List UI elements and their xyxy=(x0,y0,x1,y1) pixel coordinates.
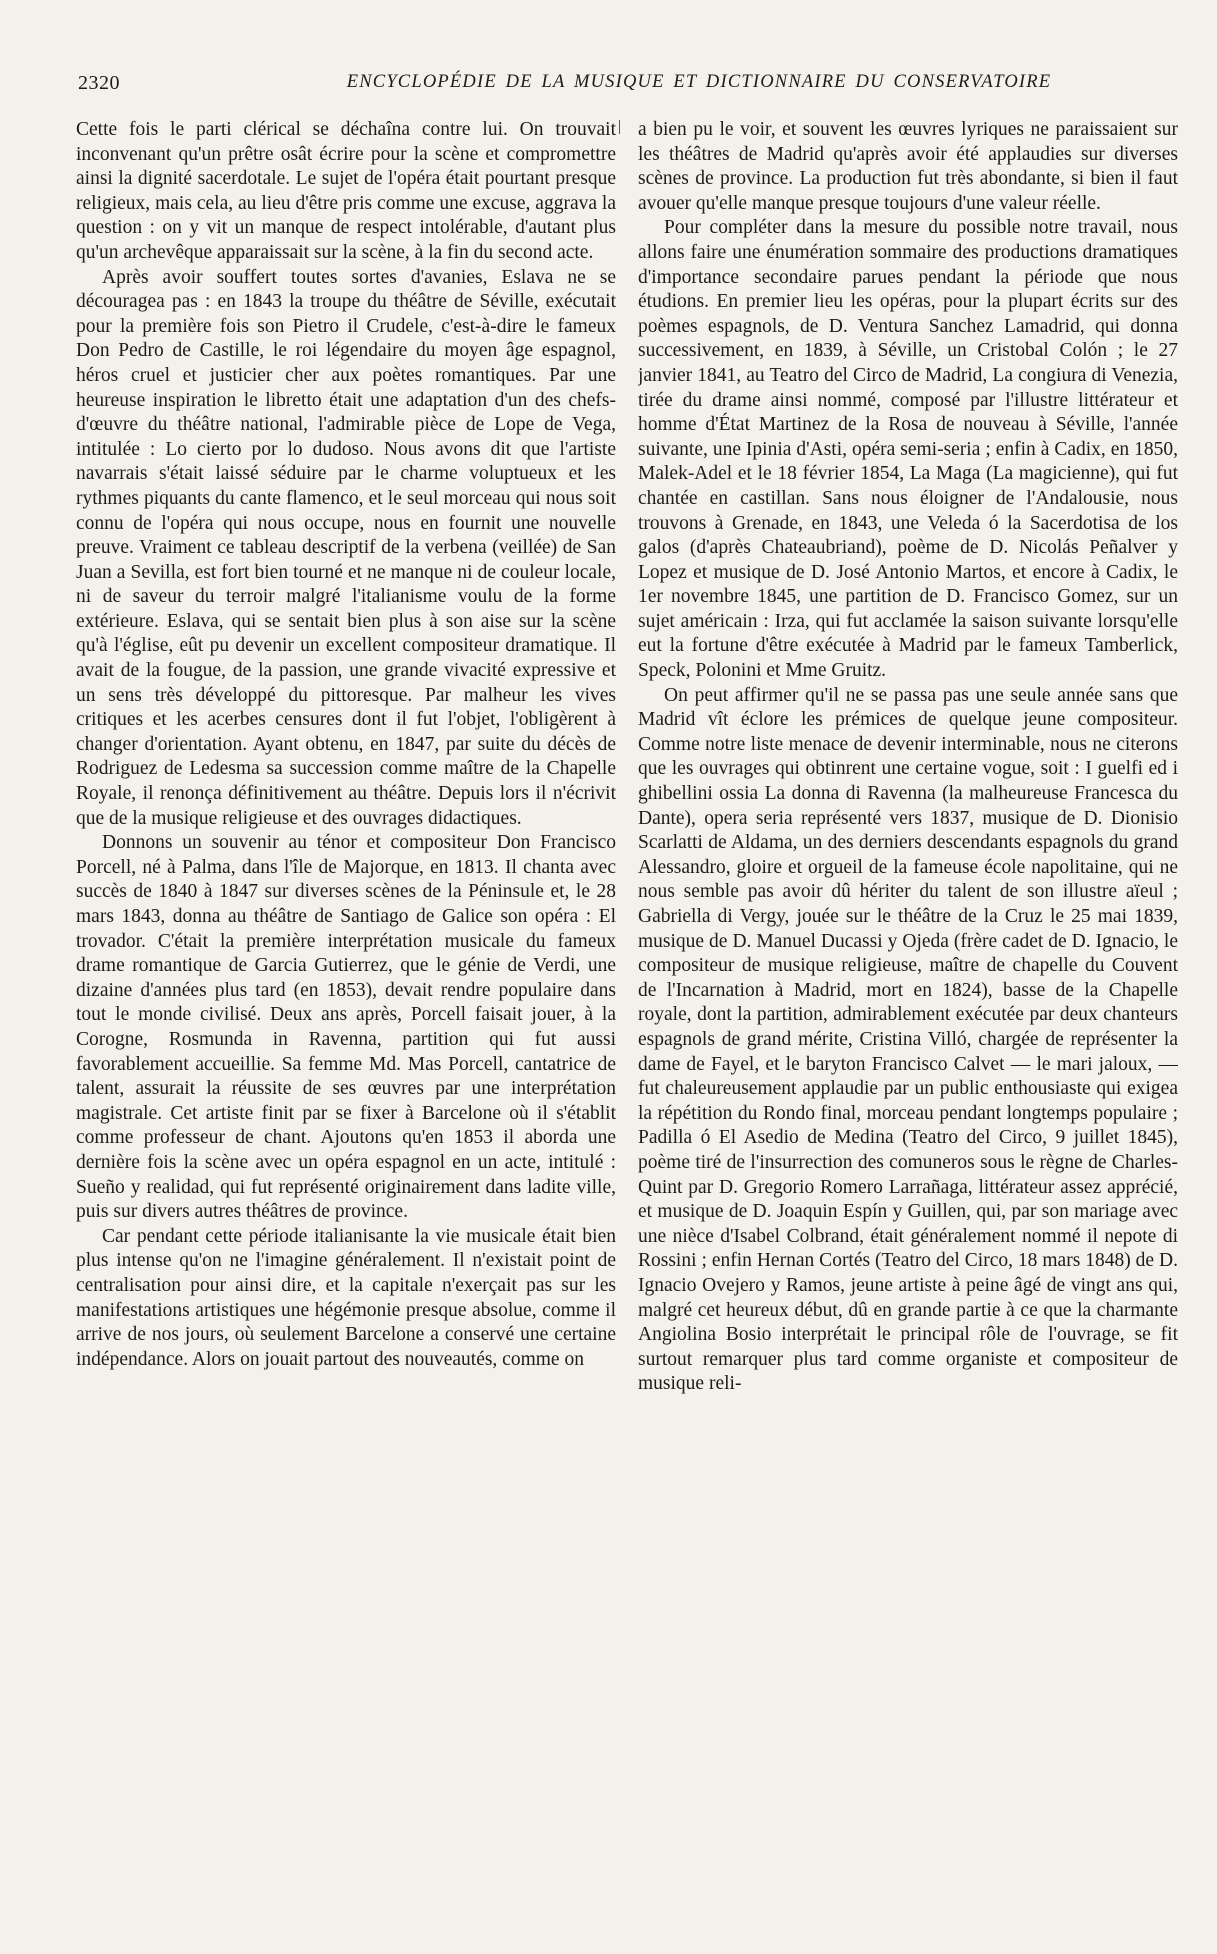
paragraph: a bien pu le voir, et souvent les œuvres lyriques ne paraissaient sur les théâtres de Madrid qu'après avoir été applaudies sur diverses scènes de province. La production fut très abondante, si bien il faut avouer qu'elle manque presque toujours d'une valeur réelle. xyxy=(638,119,1178,214)
paragraph: Pour compléter dans la mesure du possible notre travail, nous allons faire une énumération sommaire des productions dramatiques d'importance secondaire parues pendant la période que nous étudions. En premier lieu les opéras, pour la plupart écrits sur des poèmes espagnols, de D. Ventura Sanchez Lamadrid, qui donna successivement, en 1839, à Séville, un Cristobal Colón ; le 27 janvier 1841, au Teatro del Circo de Madrid, La congiura di Venezia, tirée du drame ainsi nommé, composé par l'illustre littérateur et homme d'État Martinez de la Rosa de nouveau à Séville, l'année suivante, une Ipinia d'Asti, opéra semi-seria ; enfin à Cadix, en 1850, Malek-Adel et le 18 février 1854, La Maga (La magicienne), qui fut chantée en castillan. Sans nous éloigner de l'Andalousie, nous trouvons à Grenade, en 1843, une Veleda ó la Sacerdotisa de los galos (d'après Chateaubriand), poème de D. Nicolás Peñalver y Lopez et musique de D. José Antonio Martos, et encore à Cadix, le 1er novembre 1845, une partition de D. Francisco Gomez, sur un sujet américain : Irza, qui fut acclamée la saison suivante lorsqu'elle eut la fortune d'être exécutée à Madrid par le fameux Tamberlick, Speck, Polonini et Mme Gruitz. xyxy=(638,217,1178,682)
paragraph: Donnons un souvenir au ténor et compositeur Don Francisco Porcell, né à Palma, dans l'île de Majorque, en 1813. Il chanta avec succès de 1840 à 1847 sur diverses scènes de la Péninsule et, le 28 mars 1843, donna au théâtre de Santiago de Galice son opéra : El trovador. C'était la première interprétation musicale du fameux drame romantique de Garcia Gutierrez, que le génie de Verdi, une dizaine d'années plus tard (en 1853), devait rendre populaire dans tout le monde civilisé. Deux ans après, Porcell faisait jouer, à la Corogne, Rosmunda in Ravenna, partition qui fut aussi favorablement accueillie. Sa femme Md. Mas Porcell, cantatrice de talent, assurait la réussite de ses œuvres par une interprétation magistrale. Cet artiste finit par se fixer à Barcelone où il s'établit comme professeur de chant. Ajoutons qu'en 1853 il aborda une dernière fois la scène avec un opéra espagnol en un acte, intitulé : Sueño y realidad, qui fut représenté originairement dans ladite ville, puis sur divers autres théâtres de province. xyxy=(76,832,616,1223)
paragraph: On peut affirmer qu'il ne se passa pas une seule année sans que Madrid vît éclore les prémices de quelque jeune compositeur. Comme notre liste menace de devenir interminable, nous ne citerons que les ouvrages qui obtinrent une certaine vogue, soit : I guelfi ed i ghibellini ossia La donna di Ravenna (la malheureuse Francesca du Dante), opera seria représenté vers 1837, musique de D. Dionisio Scarlatti de Aldama, un des derniers descendants espagnols du grand Alessandro, gloire et orgueil de la fameuse école napolitaine, qui ne nous semble pas avoir dû hériter du talent de son illustre aïeul ; Gabriella di Vergy, jouée sur le théâtre de la Cruz le 25 mai 1839, musique de D. Manuel Ducassi y Ojeda (frère cadet de D. Ignacio, le compositeur de musique religieuse, maître de chapelle du Couvent de l'Incarnation à Madrid, mort en 1824), basse de la Chapelle royale, dont la partition, admirablement exécutée par deux chanteurs espagnols de grand mérite, Cristina Villó, chargée de représenter la dame de Fayel, et le baryton Francisco Calvet — le mari jaloux, — fut chaleureusement applaudie par un public enthousiaste qui exigea la répétition du Rondo final, morceau pendant longtemps populaire ; Padilla ó El Asedio de Medina (Teatro del Circo, 9 juillet 1845), poème tiré de l'insurrection des comuneros sous le règne de Charles-Quint par D. Gregorio Romero Larrañaga, littérateur assez apprécié, et musique de D. Joaquin Espín y Guillen, qui, par son mariage avec une nièce d'Isabel Colbrand, était généralement nommé il nepote di Rossini ; enfin Hernan Cortés (Teatro del Circo, 18 mars 1848) de D. Ignacio Ovejero y Ramos, jeune artiste à peine âgé de vingt ans qui, malgré cet heureux début, dû en grande partie à ce que la charmante Angiolina Bosio interprétait le principal rôle de l'ouvrage, se fit surtout remarquer plus tard comme organiste et compositeur de musique reli- xyxy=(638,684,1178,1395)
paragraph: Cette fois le parti clérical se déchaîna contre lui. On trouvait inconvenant qu'un prêtre osât écrire pour la scène et compromettre ainsi la dignité sacerdotale. Le sujet de l'opéra était pourtant presque religieux, mais cela, au lieu d'être pris comme une excuse, aggrava la question : on y vit un manque de respect intolérable, d'autant plus qu'un archevêque apparaissait sur la scène, à la fin du second acte. xyxy=(76,119,616,263)
left-column xyxy=(76,118,616,1938)
page-header xyxy=(78,72,1180,100)
page-number: 2320 xyxy=(78,72,120,94)
column-divider xyxy=(619,120,620,134)
right-column xyxy=(638,118,1178,1938)
running-title: ENCYCLOPÉDIE DE LA MUSIQUE ET DICTIONNAIRE DU CONSERVATOIRE xyxy=(346,72,1052,92)
paragraph: Après avoir souffert toutes sortes d'avanies, Eslava ne se découragea pas : en 1843 la troupe du théâtre de Séville, exécutait pour la première fois son Pietro il Crudele, c'est-à-dire le fameux Don Pedro de Castille, le roi légendaire du moyen âge espagnol, héros cruel et justicier cher aux poètes romantiques. Par une heureuse inspiration le libretto était une adaptation d'un des chefs-d'œuvre du théâtre national, l'admirable pièce de Lope de Vega, intitulée : Lo cierto por lo dudoso. Nous avons dit que l'artiste navarrais s'était laissé séduire par le charme voluptueux et les rythmes piquants du cante flamenco, et le seul morceau qui nous soit connu de l'opéra qui nous occupe, nous en fournit une nouvelle preuve. Vraiment ce tableau descriptif de la verbena (veillée) de San Juan a Sevilla, est fort bien tourné et ne manque ni de couleur locale, ni de saveur du terroir malgré l'italianisme voulu de la forme extérieure. Eslava, qui se sentait bien plus à son aise sur la scène qu'à l'église, eût pu devenir un excellent compositeur dramatique. Il avait de la fougue, de la passion, une grande vivacité expressive et un sens très développé du pittoresque. Par malheur les vives critiques et les acerbes censures dont il fut l'objet, l'obligèrent à changer d'orientation. Ayant obtenu, en 1847, par suite du décès de Rodriguez de Ledesma sa succession comme maître de la Chapelle Royale, il renonça définitivement au théâtre. Depuis lors il n'écrivit que de la musique religieuse et des ouvrages didactiques. xyxy=(76,266,616,829)
paragraph: Car pendant cette période italianisante la vie musicale était bien plus intense qu'on ne l'imagine généralement. Il n'existait point de centralisation pour ainsi dire, et la capitale n'exerçait pas sur les manifestations artistiques une hégémonie presque absolue, comme il arrive de nos jours, où seulement Barcelone a conservé une certaine indépendance. Alors on jouait partout des nouveautés, comme on xyxy=(76,1225,616,1370)
